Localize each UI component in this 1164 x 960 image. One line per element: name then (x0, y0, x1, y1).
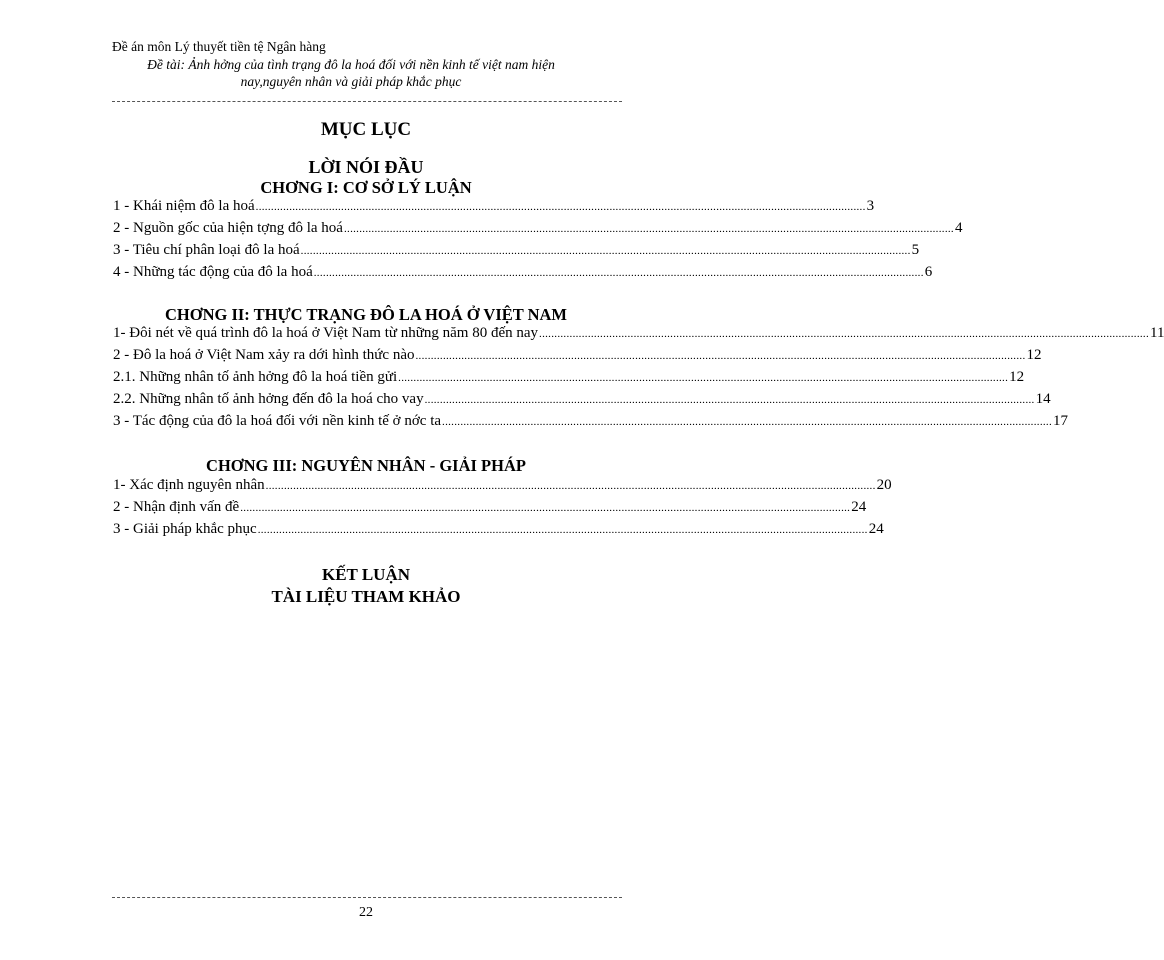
header-topic-line-2: nay,nguyên nhân và giải pháp khắc phục (240, 74, 462, 89)
toc-entry-title: 3 - Giải pháp khắc phục (113, 521, 257, 537)
toc-entry-title: 3 - Tác động của đô la hoá đối với nền kinh tế ở nớc ta (113, 413, 442, 429)
toc-entry-title: 2 - Nguồn gốc của hiện tợng đô la hoá (113, 220, 343, 236)
header-rule (112, 101, 622, 102)
chapter-1-heading: CHƠNG I: CƠ SỞ LÝ LUẬN (260, 178, 472, 197)
toc-entry-title: 1- Đôi nét về quá trình đô la hoá ở Việt Nam từ những năm 80 đến nay (113, 325, 539, 341)
toc-entry (113, 325, 1164, 345)
toc-entry-title: 2.2. Những nhân tố ảnh hởng đến đô la hoá cho vay (113, 391, 424, 407)
toc-entry-title: 2 - Nhận định vấn đề (113, 499, 240, 515)
toc-entry (113, 477, 892, 497)
toc-entry (113, 521, 884, 541)
footer-rule (112, 897, 622, 898)
toc-leader-dots: ........................................................................................................................................................................................................ (398, 372, 1009, 384)
toc-entry-page: 20 (876, 477, 892, 493)
toc-entry-page: 17 (1053, 413, 1069, 429)
chapter-2-heading: CHƠNG II: THỰC TRẠNG ĐÔ LA HOÁ Ở VIỆT NAM (164, 305, 567, 324)
toc-entry (113, 242, 920, 262)
toc-entry-page: 24 (868, 521, 884, 537)
toc-entry (113, 391, 1051, 411)
header-course: Đề án môn Lý thuyết tiền tệ Ngân hàng (112, 39, 326, 54)
toc-entry-page: 5 (911, 242, 920, 258)
toc-leader-dots: ........................................................................................................................................................................................................ (343, 223, 954, 235)
toc-entry-page: 12 (1026, 347, 1042, 363)
toc-leader-dots: ........................................................................................................................................................................................................ (313, 267, 924, 279)
toc-entry-title: 1- Xác định nguyên nhân (113, 477, 265, 493)
toc-leader-dots: ........................................................................................................................................................................................................ (539, 328, 1150, 340)
toc-title: MỤC LỤC (320, 119, 412, 140)
toc-leader-dots: ........................................................................................................................................................................................................ (300, 245, 911, 257)
toc-entry-title: 2 - Đô la hoá ở Việt Nam xảy ra dới hình thức nào (113, 347, 415, 363)
toc-entry-title: 4 - Những tác động của đô la hoá (113, 264, 313, 280)
toc-entry-page: 11 (1150, 325, 1164, 341)
toc-leader-dots: ........................................................................................................................................................................................................ (265, 480, 876, 492)
toc-entry (113, 198, 875, 218)
toc-leader-dots: ........................................................................................................................................................................................................ (255, 201, 866, 213)
toc-entry-page: 14 (1035, 391, 1051, 407)
toc-leader-dots: ........................................................................................................................................................................................................ (240, 502, 851, 514)
references-heading: TÀI LIỆU THAM KHẢO (271, 587, 461, 606)
toc-leader-dots: ........................................................................................................................................................................................................ (257, 524, 868, 536)
toc-entry-page: 3 (866, 198, 875, 214)
toc-entry-page: 24 (851, 499, 867, 515)
preface-heading: LỜI NÓI ĐẦU (308, 157, 424, 177)
header-topic (112, 56, 590, 90)
toc-entry-title: 3 - Tiêu chí phân loại đô la hoá (113, 242, 300, 258)
toc-entry-title: 1 - Khái niệm đô la hoá (113, 198, 255, 214)
toc-entry (113, 499, 867, 519)
toc-leader-dots: ........................................................................................................................................................................................................ (424, 394, 1035, 406)
toc-leader-dots: ........................................................................................................................................................................................................ (442, 416, 1053, 428)
toc-entry (113, 369, 1025, 389)
toc-entry (113, 347, 1042, 367)
toc-entry (113, 264, 933, 284)
toc-entry-page: 6 (924, 264, 933, 280)
toc-entry-title: 2.1. Những nhân tố ảnh hởng đô la hoá tiền gửi (113, 369, 398, 385)
toc-entry-page: 4 (954, 220, 963, 236)
chapter-3-heading: CHƠNG III: NGUYÊN NHÂN - GIẢI PHÁP (206, 456, 526, 475)
header-topic-line-1: Đề tài: Ảnh hởng của tình trạng đô la hoá đối với nền kinh tế việt nam hiện (147, 57, 555, 72)
page-number: 22 (359, 905, 373, 920)
toc-entry (113, 220, 963, 240)
toc-entry-page: 12 (1009, 369, 1025, 385)
toc-entry (113, 413, 1069, 433)
toc-leader-dots: ........................................................................................................................................................................................................ (415, 350, 1026, 362)
conclusion-heading: KẾT LUẬN (321, 565, 410, 584)
